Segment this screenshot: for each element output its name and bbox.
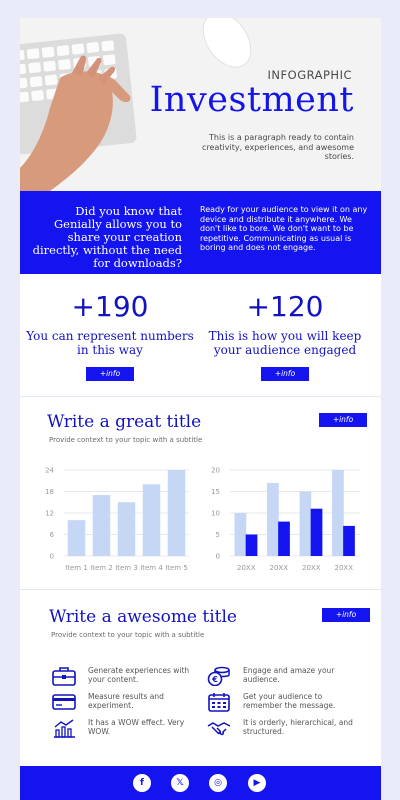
x-tick-label: 20XX <box>334 564 353 572</box>
section-info-button[interactable]: +info <box>319 413 367 427</box>
y-tick-label: 12 <box>45 509 54 518</box>
chart-bar <box>168 470 186 556</box>
x-tick-label: 20XX <box>269 564 288 572</box>
chart-bar <box>93 495 111 556</box>
bar-chart-items <box>30 462 195 574</box>
feature-item <box>207 666 367 686</box>
chart-bar <box>300 492 312 557</box>
x-tick-label: Item 1 <box>65 564 88 572</box>
svg-text:€: € <box>212 675 218 684</box>
chart-bar <box>278 522 290 556</box>
feature-text: It has a WOW effect. Very WOW. <box>88 718 185 736</box>
section-title: Write a great title <box>47 412 202 432</box>
feature-item <box>52 666 212 686</box>
handshake-icon <box>207 718 231 738</box>
x-tick-label: Item 4 <box>140 564 163 572</box>
chart-bar <box>68 520 86 556</box>
y-tick-label: 20 <box>211 466 220 475</box>
x-tick-label: 20XX <box>302 564 321 572</box>
chart-bar <box>235 513 247 556</box>
chart-bar <box>143 484 161 556</box>
hero-title: Investment <box>149 80 354 120</box>
feature-item <box>207 692 367 712</box>
stat-number: +120 <box>246 290 324 323</box>
x-tick-label: Item 5 <box>165 564 188 572</box>
facebook-icon[interactable]: f <box>133 774 151 792</box>
briefcase-icon <box>52 666 76 686</box>
divider <box>20 396 381 397</box>
feature-item <box>52 692 212 712</box>
chart-bar <box>246 535 258 557</box>
x-icon[interactable]: 𝕏 <box>171 774 189 792</box>
chart-bar <box>332 470 344 556</box>
section-title: Write a awesome title <box>49 607 237 627</box>
y-tick-label: 10 <box>211 509 220 518</box>
hero-description: This is a paragraph ready to contain creativity, experiences, and awesome stories. <box>202 133 354 161</box>
x-tick-label: Item 3 <box>115 564 138 572</box>
y-tick-label: 0 <box>215 552 220 561</box>
stat-label: You can represent numbers in this way <box>26 329 194 357</box>
feature-item <box>207 718 367 738</box>
chart-bar <box>311 509 323 556</box>
stat-number: +190 <box>71 290 149 323</box>
feature-text: It is orderly, hierarchical, and structured. <box>243 718 353 736</box>
y-tick-label: 0 <box>49 552 54 561</box>
section-subtitle: Provide context to your topic with a subtitle <box>49 436 203 444</box>
chart-bar <box>343 526 355 556</box>
banner-question: Did you know that Genially allows you to share your creation directly, without the need for downloads? <box>32 204 182 270</box>
feature-text: Measure results and experiment. <box>88 692 164 710</box>
bar-chart-icon <box>52 718 76 738</box>
banner-description: Ready for your audience to view it on any device and distribute it anywhere. We don't like to bore. We don't want to be repetitive. Communicating as usual is boring and does not engage. <box>200 205 368 252</box>
infographic-page <box>20 18 381 800</box>
social-footer <box>20 766 381 800</box>
y-tick-label: 18 <box>45 488 54 496</box>
feature-text: Get your audience to remember the message. <box>243 692 336 710</box>
coins-icon <box>207 666 231 686</box>
stat-info-button[interactable]: +info <box>261 367 309 381</box>
stat-card <box>20 274 200 381</box>
calendar-icon <box>207 692 231 712</box>
x-tick-label: 20XX <box>237 564 256 572</box>
x-tick-label: Item 2 <box>90 564 113 572</box>
hero-eyebrow: INFOGRAPHIC <box>267 68 352 82</box>
youtube-icon[interactable]: ▶ <box>248 774 266 792</box>
section-subtitle: Provide context to your topic with a subtitle <box>51 631 205 639</box>
instagram-icon[interactable]: ◎ <box>209 774 227 792</box>
stats-section <box>20 274 381 396</box>
feature-text: Generate experiences with your content. <box>88 666 190 684</box>
y-tick-label: 5 <box>215 531 220 539</box>
chart-bar <box>118 502 136 556</box>
info-banner <box>20 191 381 274</box>
stat-info-button[interactable]: +info <box>86 367 134 381</box>
y-tick-label: 15 <box>211 488 220 496</box>
feature-text: Engage and amaze your audience. <box>243 666 335 684</box>
credit-card-icon <box>52 692 76 712</box>
stat-card <box>195 274 375 381</box>
chart-bar <box>267 483 279 556</box>
stat-label: This is how you will keep your audience engaged <box>208 329 362 357</box>
y-tick-label: 24 <box>45 466 54 475</box>
hero-section <box>20 18 381 191</box>
y-tick-label: 6 <box>49 531 54 539</box>
section-info-button[interactable]: +info <box>322 608 370 622</box>
feature-item <box>52 718 212 738</box>
bar-chart-years <box>196 462 366 574</box>
divider <box>20 589 381 590</box>
